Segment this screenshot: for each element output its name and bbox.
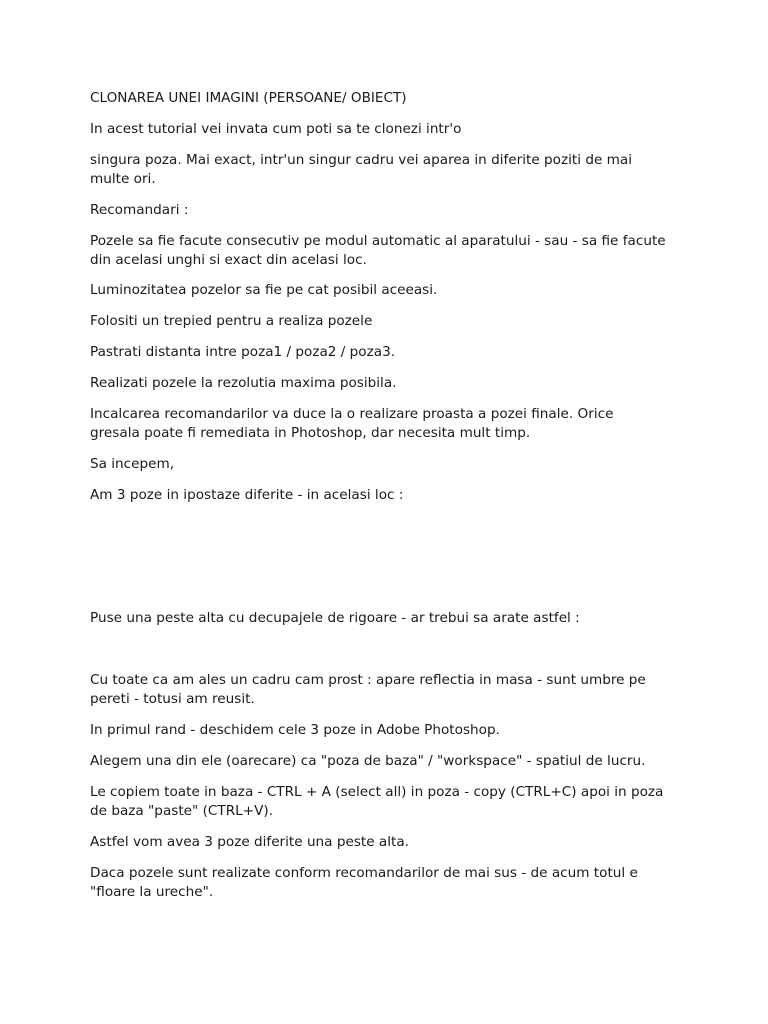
paragraph-line: Folositi un trepied pentru a realiza pozele [90, 313, 373, 329]
paragraph-line: Incalcarea recomandarilor va duce la o realizare proasta a pozei finale. Orice [90, 406, 614, 422]
paragraph-start [90, 455, 690, 474]
paragraph-line: Luminozitatea pozelor sa fie pe cat posibil aceeasi. [90, 282, 438, 298]
paragraph-line: Realizati pozele la rezolutia maxima posibila. [90, 375, 397, 391]
paragraph-line: In acest tutorial vei invata cum poti sa te clonezi intr'o [90, 121, 462, 137]
paragraph-line: pereti - totusi am reusit. [90, 690, 255, 707]
paragraph-step-copy [90, 783, 690, 820]
paragraph-recommendation-3 [90, 312, 690, 331]
paragraph-line: Alegem una din ele (oarecare) ca "poza de baza" / "workspace" - spatiul de lucru. [90, 753, 646, 769]
paragraph-line: din acelasi unghi si exact din acelasi loc. [90, 251, 367, 268]
paragraph-line: In primul rand - deschidem cele 3 poze in Adobe Photoshop. [90, 722, 500, 738]
paragraph-line: Pozele sa fie facute consecutiv pe modul automatic al aparatului - sau - sa fie facute [90, 233, 666, 249]
paragraph-recommendation-1 [90, 232, 690, 269]
paragraph-frame-note [90, 671, 690, 708]
paragraph-three-photos [90, 486, 690, 505]
paragraph-line: de baza "paste" (CTRL+V). [90, 802, 274, 819]
paragraph-line: gresala poate fi remediata in Photoshop, dar necesita mult timp. [90, 424, 531, 441]
paragraph-warning [90, 405, 690, 442]
paragraph-description [90, 151, 690, 188]
paragraph-line: Le copiem toate in baza - CTRL + A (select all) in poza - copy (CTRL+C) apoi in poza [90, 784, 664, 800]
paragraph-result [90, 833, 690, 852]
paragraph-line: multe ori. [90, 170, 156, 187]
paragraph-line: "floare la ureche". [90, 883, 214, 900]
paragraph-line: Daca pozele sunt realizate conform recomandarilor de mai sus - de acum totul e [90, 865, 638, 881]
paragraph-conclusion [90, 864, 690, 901]
paragraph-line: singura poza. Mai exact, intr'un singur cadru vei aparea in diferite poziti de mai [90, 152, 632, 168]
paragraph-line: Recomandari : [90, 202, 189, 218]
paragraph-line: Cu toate ca am ales un cadru cam prost : apare reflectia in masa - sunt umbre pe [90, 672, 646, 688]
paragraph-line: Sa incepem, [90, 456, 175, 472]
paragraph-line: Pastrati distanta intre poza1 / poza2 / poza3. [90, 344, 396, 360]
paragraph-recommendation-2 [90, 281, 690, 300]
paragraph-line: Am 3 poze in ipostaze diferite - in acelasi loc : [90, 487, 404, 503]
paragraph-recommendation-4 [90, 343, 690, 362]
paragraph-recommendation-5 [90, 374, 690, 393]
paragraph-step-choose [90, 752, 690, 771]
paragraph-line: Puse una peste alta cu decupajele de rigoare - ar trebui sa arate astfel : [90, 610, 580, 626]
paragraph-step-open [90, 721, 690, 740]
document-title: CLONAREA UNEI IMAGINI (PERSOANE/ OBIECT) [90, 90, 407, 106]
paragraph-intro [90, 120, 690, 139]
paragraph-recommendations-heading [90, 201, 690, 220]
paragraph-stacked [90, 609, 690, 628]
paragraph-line: Astfel vom avea 3 poze diferite una peste alta. [90, 834, 410, 850]
